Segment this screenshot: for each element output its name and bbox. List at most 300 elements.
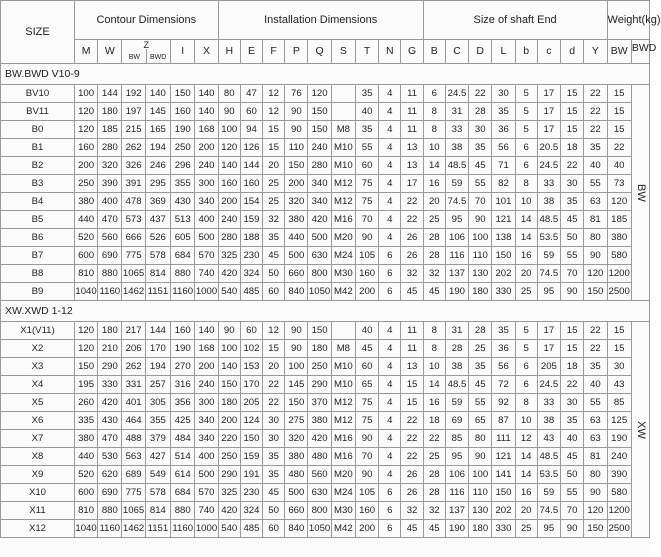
- value-cell: 81: [584, 448, 607, 466]
- col-header: Q: [308, 40, 331, 64]
- value-cell: M8: [331, 340, 355, 358]
- value-cell: 15: [263, 340, 285, 358]
- z-header: [122, 40, 171, 64]
- value-cell: 205: [240, 394, 262, 412]
- value-cell: 16: [423, 394, 445, 412]
- value-cell: 40: [356, 103, 379, 121]
- value-cell: 14: [515, 211, 537, 229]
- size-cell: B8: [1, 265, 75, 283]
- value-cell: 100: [285, 358, 308, 376]
- value-cell: 165: [145, 121, 170, 139]
- value-cell: 35: [492, 103, 515, 121]
- value-cell: M12: [331, 193, 355, 211]
- value-cell: 290: [308, 376, 331, 394]
- value-cell: 4: [379, 340, 401, 358]
- value-cell: 420: [98, 394, 122, 412]
- value-cell: 32: [401, 502, 423, 520]
- value-cell: 90: [356, 229, 379, 247]
- value-cell: 60: [263, 283, 285, 301]
- col-header: Y: [584, 40, 607, 64]
- value-cell: 56: [492, 139, 515, 157]
- value-cell: 1462: [122, 520, 145, 538]
- col-header: S: [331, 40, 355, 64]
- value-cell: 90: [356, 466, 379, 484]
- value-cell: 206: [122, 340, 145, 358]
- value-cell: 90: [584, 484, 607, 502]
- value-cell: 76: [285, 85, 308, 103]
- value-cell: 580: [607, 247, 631, 265]
- value-cell: M10: [331, 376, 355, 394]
- value-cell: 35: [263, 229, 285, 247]
- value-cell: 614: [171, 466, 195, 484]
- value-cell: 70: [356, 448, 379, 466]
- table-row: [1, 139, 650, 157]
- value-cell: 202: [492, 502, 515, 520]
- value-cell: 17: [537, 85, 560, 103]
- value-cell: 30: [561, 175, 584, 193]
- value-cell: 240: [607, 448, 631, 466]
- value-cell: 326: [122, 157, 145, 175]
- value-cell: 45: [469, 376, 492, 394]
- value-cell: 90: [561, 520, 584, 538]
- value-cell: 1160: [98, 283, 122, 301]
- value-cell: M24: [331, 484, 355, 502]
- value-cell: 2500: [607, 283, 631, 301]
- value-cell: 17: [401, 175, 423, 193]
- value-cell: 513: [171, 211, 195, 229]
- value-cell: 15: [561, 103, 584, 121]
- header-row-columns: [1, 40, 650, 64]
- value-cell: 18: [423, 412, 445, 430]
- value-cell: 80: [584, 229, 607, 247]
- value-cell: 50: [561, 229, 584, 247]
- value-cell: 4: [379, 139, 401, 157]
- value-cell: 120: [218, 139, 240, 157]
- table-row: [1, 448, 650, 466]
- value-cell: 25: [515, 520, 537, 538]
- value-cell: 120: [584, 265, 607, 283]
- value-cell: 45: [423, 520, 445, 538]
- value-cell: M24: [331, 247, 355, 265]
- value-cell: 160: [218, 175, 240, 193]
- value-cell: 6: [379, 484, 401, 502]
- value-cell: 464: [122, 412, 145, 430]
- size-cell: X6: [1, 412, 75, 430]
- col-header: X: [195, 40, 218, 64]
- table-row: [1, 85, 650, 103]
- size-cell: X9: [1, 466, 75, 484]
- value-cell: 75: [356, 412, 379, 430]
- value-cell: 12: [263, 85, 285, 103]
- value-cell: 440: [74, 211, 97, 229]
- value-cell: 6: [515, 358, 537, 376]
- size-cell: X3: [1, 358, 75, 376]
- value-cell: 666: [122, 229, 145, 247]
- value-cell: 540: [218, 520, 240, 538]
- value-cell: 35: [584, 139, 607, 157]
- value-cell: 22: [584, 85, 607, 103]
- value-cell: 500: [285, 484, 308, 502]
- value-cell: 200: [285, 175, 308, 193]
- value-cell: 194: [145, 139, 170, 157]
- value-cell: 2500: [607, 520, 631, 538]
- size-cell: X8: [1, 448, 75, 466]
- value-cell: 1050: [308, 283, 331, 301]
- value-cell: 14: [515, 466, 537, 484]
- value-cell: 140: [195, 103, 218, 121]
- value-cell: 15: [607, 121, 631, 139]
- value-cell: 380: [285, 448, 308, 466]
- value-cell: 257: [145, 376, 170, 394]
- value-cell: 325: [218, 247, 240, 265]
- value-cell: 80: [218, 85, 240, 103]
- value-cell: 573: [122, 211, 145, 229]
- value-cell: 90: [285, 340, 308, 358]
- value-cell: 20: [515, 265, 537, 283]
- value-cell: 580: [607, 484, 631, 502]
- value-cell: 4: [379, 229, 401, 247]
- value-cell: 60: [263, 520, 285, 538]
- value-cell: 16: [515, 247, 537, 265]
- col-header: I: [171, 40, 195, 64]
- value-cell: 40: [607, 157, 631, 175]
- value-cell: 160: [356, 265, 379, 283]
- col-header: G: [401, 40, 423, 64]
- value-cell: 630: [308, 484, 331, 502]
- value-cell: 35: [263, 448, 285, 466]
- col-header: c: [537, 40, 560, 64]
- value-cell: 90: [561, 283, 584, 301]
- value-cell: 5: [515, 322, 537, 340]
- value-cell: 70: [469, 193, 492, 211]
- value-cell: 500: [195, 466, 218, 484]
- value-cell: 150: [240, 430, 262, 448]
- value-cell: 55: [561, 484, 584, 502]
- value-cell: 8: [423, 103, 445, 121]
- value-cell: 190: [171, 121, 195, 139]
- value-cell: 180: [469, 520, 492, 538]
- value-cell: 331: [122, 376, 145, 394]
- value-cell: 391: [122, 175, 145, 193]
- value-cell: 35: [469, 139, 492, 157]
- table-body: [1, 64, 650, 538]
- value-cell: 660: [285, 265, 308, 283]
- value-cell: 520: [74, 466, 97, 484]
- value-cell: 126: [240, 139, 262, 157]
- value-cell: 35: [469, 358, 492, 376]
- value-cell: 250: [218, 448, 240, 466]
- value-cell: 380: [74, 193, 97, 211]
- value-cell: 6: [515, 376, 537, 394]
- value-cell: 6: [379, 247, 401, 265]
- value-cell: 71: [492, 157, 515, 175]
- z-bwd-label: BWD: [150, 54, 167, 61]
- value-cell: 45: [263, 484, 285, 502]
- value-cell: 514: [171, 448, 195, 466]
- value-cell: 160: [240, 175, 262, 193]
- value-cell: 600: [74, 247, 97, 265]
- value-cell: 106: [445, 466, 468, 484]
- value-cell: 1160: [98, 520, 122, 538]
- value-cell: 53.5: [537, 466, 560, 484]
- value-cell: 40: [584, 157, 607, 175]
- value-cell: [331, 85, 355, 103]
- value-cell: 814: [145, 265, 170, 283]
- table-row: [1, 265, 650, 283]
- value-cell: 101: [492, 193, 515, 211]
- size-cell: BV11: [1, 103, 75, 121]
- col-header: T: [356, 40, 379, 64]
- value-cell: 190: [445, 520, 468, 538]
- value-cell: 4: [379, 412, 401, 430]
- value-cell: 485: [240, 283, 262, 301]
- value-cell: 31: [445, 103, 468, 121]
- value-cell: 45: [469, 157, 492, 175]
- value-cell: 30: [607, 358, 631, 376]
- value-cell: 1151: [145, 520, 170, 538]
- table-row: [1, 376, 650, 394]
- value-cell: 22: [561, 376, 584, 394]
- value-cell: 72: [492, 376, 515, 394]
- value-cell: 26: [401, 466, 423, 484]
- value-cell: 50: [263, 502, 285, 520]
- value-cell: 202: [492, 265, 515, 283]
- value-cell: 1065: [122, 502, 145, 520]
- value-cell: 55: [584, 394, 607, 412]
- value-cell: 5: [515, 103, 537, 121]
- value-cell: 35: [492, 322, 515, 340]
- value-cell: 684: [171, 247, 195, 265]
- value-cell: 775: [122, 484, 145, 502]
- value-cell: 145: [285, 376, 308, 394]
- value-cell: 14: [423, 376, 445, 394]
- value-cell: 56: [492, 358, 515, 376]
- value-cell: 153: [240, 358, 262, 376]
- size-cell: X2: [1, 340, 75, 358]
- value-cell: 18: [561, 139, 584, 157]
- weight-header: Weight(kg): [607, 1, 649, 40]
- value-cell: 160: [171, 103, 195, 121]
- value-cell: 275: [285, 412, 308, 430]
- value-cell: 240: [218, 211, 240, 229]
- value-cell: 22: [401, 211, 423, 229]
- value-cell: 15: [561, 340, 584, 358]
- value-cell: 144: [145, 322, 170, 340]
- value-cell: 340: [195, 430, 218, 448]
- value-cell: 4: [379, 430, 401, 448]
- table-row: [1, 175, 650, 193]
- value-cell: 120: [74, 340, 97, 358]
- value-cell: 578: [145, 484, 170, 502]
- value-cell: 17: [537, 322, 560, 340]
- value-cell: 22: [584, 322, 607, 340]
- value-cell: 200: [218, 412, 240, 430]
- value-cell: 775: [122, 247, 145, 265]
- value-cell: 28: [423, 484, 445, 502]
- value-cell: 810: [74, 502, 97, 520]
- value-cell: 160: [356, 502, 379, 520]
- value-cell: 8: [515, 175, 537, 193]
- value-cell: 430: [171, 193, 195, 211]
- value-cell: 59: [445, 175, 468, 193]
- value-cell: 5: [515, 340, 537, 358]
- value-cell: M12: [331, 394, 355, 412]
- value-cell: 31: [445, 322, 468, 340]
- col-header: N: [379, 40, 401, 64]
- table-row: [1, 466, 650, 484]
- value-cell: 43: [607, 376, 631, 394]
- value-cell: 55: [561, 247, 584, 265]
- value-cell: 150: [171, 85, 195, 103]
- size-cell: B3: [1, 175, 75, 193]
- value-cell: 120: [74, 121, 97, 139]
- value-cell: 100: [469, 229, 492, 247]
- value-cell: 70: [561, 265, 584, 283]
- table-row: [1, 340, 650, 358]
- value-cell: 270: [171, 358, 195, 376]
- value-cell: 22: [401, 430, 423, 448]
- value-cell: 32: [423, 502, 445, 520]
- value-cell: 300: [195, 394, 218, 412]
- value-cell: 48.5: [445, 157, 468, 175]
- value-cell: 17: [537, 340, 560, 358]
- value-cell: 15: [561, 322, 584, 340]
- value-cell: 145: [145, 103, 170, 121]
- size-cell: B7: [1, 247, 75, 265]
- value-cell: 420: [218, 265, 240, 283]
- value-cell: 800: [308, 502, 331, 520]
- value-cell: 295: [145, 175, 170, 193]
- value-cell: 4: [379, 322, 401, 340]
- value-cell: 35: [561, 412, 584, 430]
- value-cell: 440: [74, 448, 97, 466]
- value-cell: 190: [171, 340, 195, 358]
- table-row: [1, 157, 650, 175]
- value-cell: 185: [98, 121, 122, 139]
- value-cell: 380: [285, 211, 308, 229]
- value-cell: 100: [218, 121, 240, 139]
- value-cell: M12: [331, 412, 355, 430]
- size-cell: X7: [1, 430, 75, 448]
- value-cell: 6: [423, 85, 445, 103]
- value-cell: 22: [584, 121, 607, 139]
- value-cell: 355: [145, 412, 170, 430]
- value-cell: 28: [423, 229, 445, 247]
- value-cell: 110: [469, 484, 492, 502]
- z-label: Z: [143, 40, 150, 50]
- value-cell: 125: [607, 412, 631, 430]
- value-cell: 330: [492, 283, 515, 301]
- value-cell: 4: [379, 193, 401, 211]
- value-cell: M30: [331, 265, 355, 283]
- value-cell: 90: [285, 322, 308, 340]
- value-cell: 55: [356, 139, 379, 157]
- value-cell: 1151: [145, 283, 170, 301]
- value-cell: 1040: [74, 520, 97, 538]
- value-cell: 880: [171, 265, 195, 283]
- value-cell: 427: [145, 448, 170, 466]
- value-cell: 20: [515, 502, 537, 520]
- value-cell: 80: [469, 430, 492, 448]
- value-cell: 280: [308, 157, 331, 175]
- value-cell: 15: [561, 85, 584, 103]
- value-cell: 102: [240, 340, 262, 358]
- value-cell: 75: [356, 394, 379, 412]
- value-cell: 200: [356, 283, 379, 301]
- value-cell: 70: [356, 211, 379, 229]
- value-cell: 73: [607, 175, 631, 193]
- value-cell: 87: [492, 412, 515, 430]
- value-cell: M16: [331, 211, 355, 229]
- value-cell: 40: [584, 376, 607, 394]
- value-cell: 190: [445, 283, 468, 301]
- col-header: P: [285, 40, 308, 64]
- value-cell: 380: [308, 412, 331, 430]
- value-cell: 230: [240, 247, 262, 265]
- value-cell: 22: [607, 139, 631, 157]
- value-cell: 325: [218, 484, 240, 502]
- value-cell: 38: [537, 193, 560, 211]
- value-cell: M16: [331, 448, 355, 466]
- value-cell: 100: [218, 340, 240, 358]
- value-cell: 40: [561, 430, 584, 448]
- value-cell: 12: [515, 430, 537, 448]
- col-header: L: [492, 40, 515, 64]
- value-cell: 24.5: [537, 376, 560, 394]
- value-cell: 45: [356, 340, 379, 358]
- value-cell: 16: [515, 484, 537, 502]
- value-cell: 14: [423, 157, 445, 175]
- installation-header: Installation Dimensions: [218, 1, 423, 40]
- value-cell: 150: [285, 394, 308, 412]
- value-cell: 45: [423, 283, 445, 301]
- value-cell: 25: [263, 193, 285, 211]
- value-cell: 470: [98, 211, 122, 229]
- value-cell: 150: [308, 322, 331, 340]
- value-cell: 10: [423, 139, 445, 157]
- value-cell: 369: [145, 193, 170, 211]
- value-cell: 197: [122, 103, 145, 121]
- value-cell: 140: [195, 322, 218, 340]
- value-cell: 390: [607, 466, 631, 484]
- series-side-label: XW: [631, 322, 649, 538]
- value-cell: 200: [218, 193, 240, 211]
- value-cell: 4: [379, 466, 401, 484]
- value-cell: 485: [240, 520, 262, 538]
- value-cell: 370: [308, 394, 331, 412]
- size-cell: B1: [1, 139, 75, 157]
- value-cell: 45: [561, 211, 584, 229]
- table-row: [1, 211, 650, 229]
- value-cell: 80: [584, 466, 607, 484]
- value-cell: 180: [308, 340, 331, 358]
- value-cell: 116: [445, 247, 468, 265]
- value-cell: 11: [401, 103, 423, 121]
- value-cell: 180: [98, 103, 122, 121]
- value-cell: 840: [285, 520, 308, 538]
- value-cell: 55: [584, 175, 607, 193]
- value-cell: 316: [171, 376, 195, 394]
- size-cell: X11: [1, 502, 75, 520]
- value-cell: 106: [445, 229, 468, 247]
- value-cell: 340: [195, 412, 218, 430]
- value-cell: 1160: [171, 283, 195, 301]
- value-cell: 74.5: [537, 502, 560, 520]
- table-row: [1, 322, 650, 340]
- value-cell: M12: [331, 175, 355, 193]
- value-cell: 65: [356, 376, 379, 394]
- value-cell: 500: [195, 229, 218, 247]
